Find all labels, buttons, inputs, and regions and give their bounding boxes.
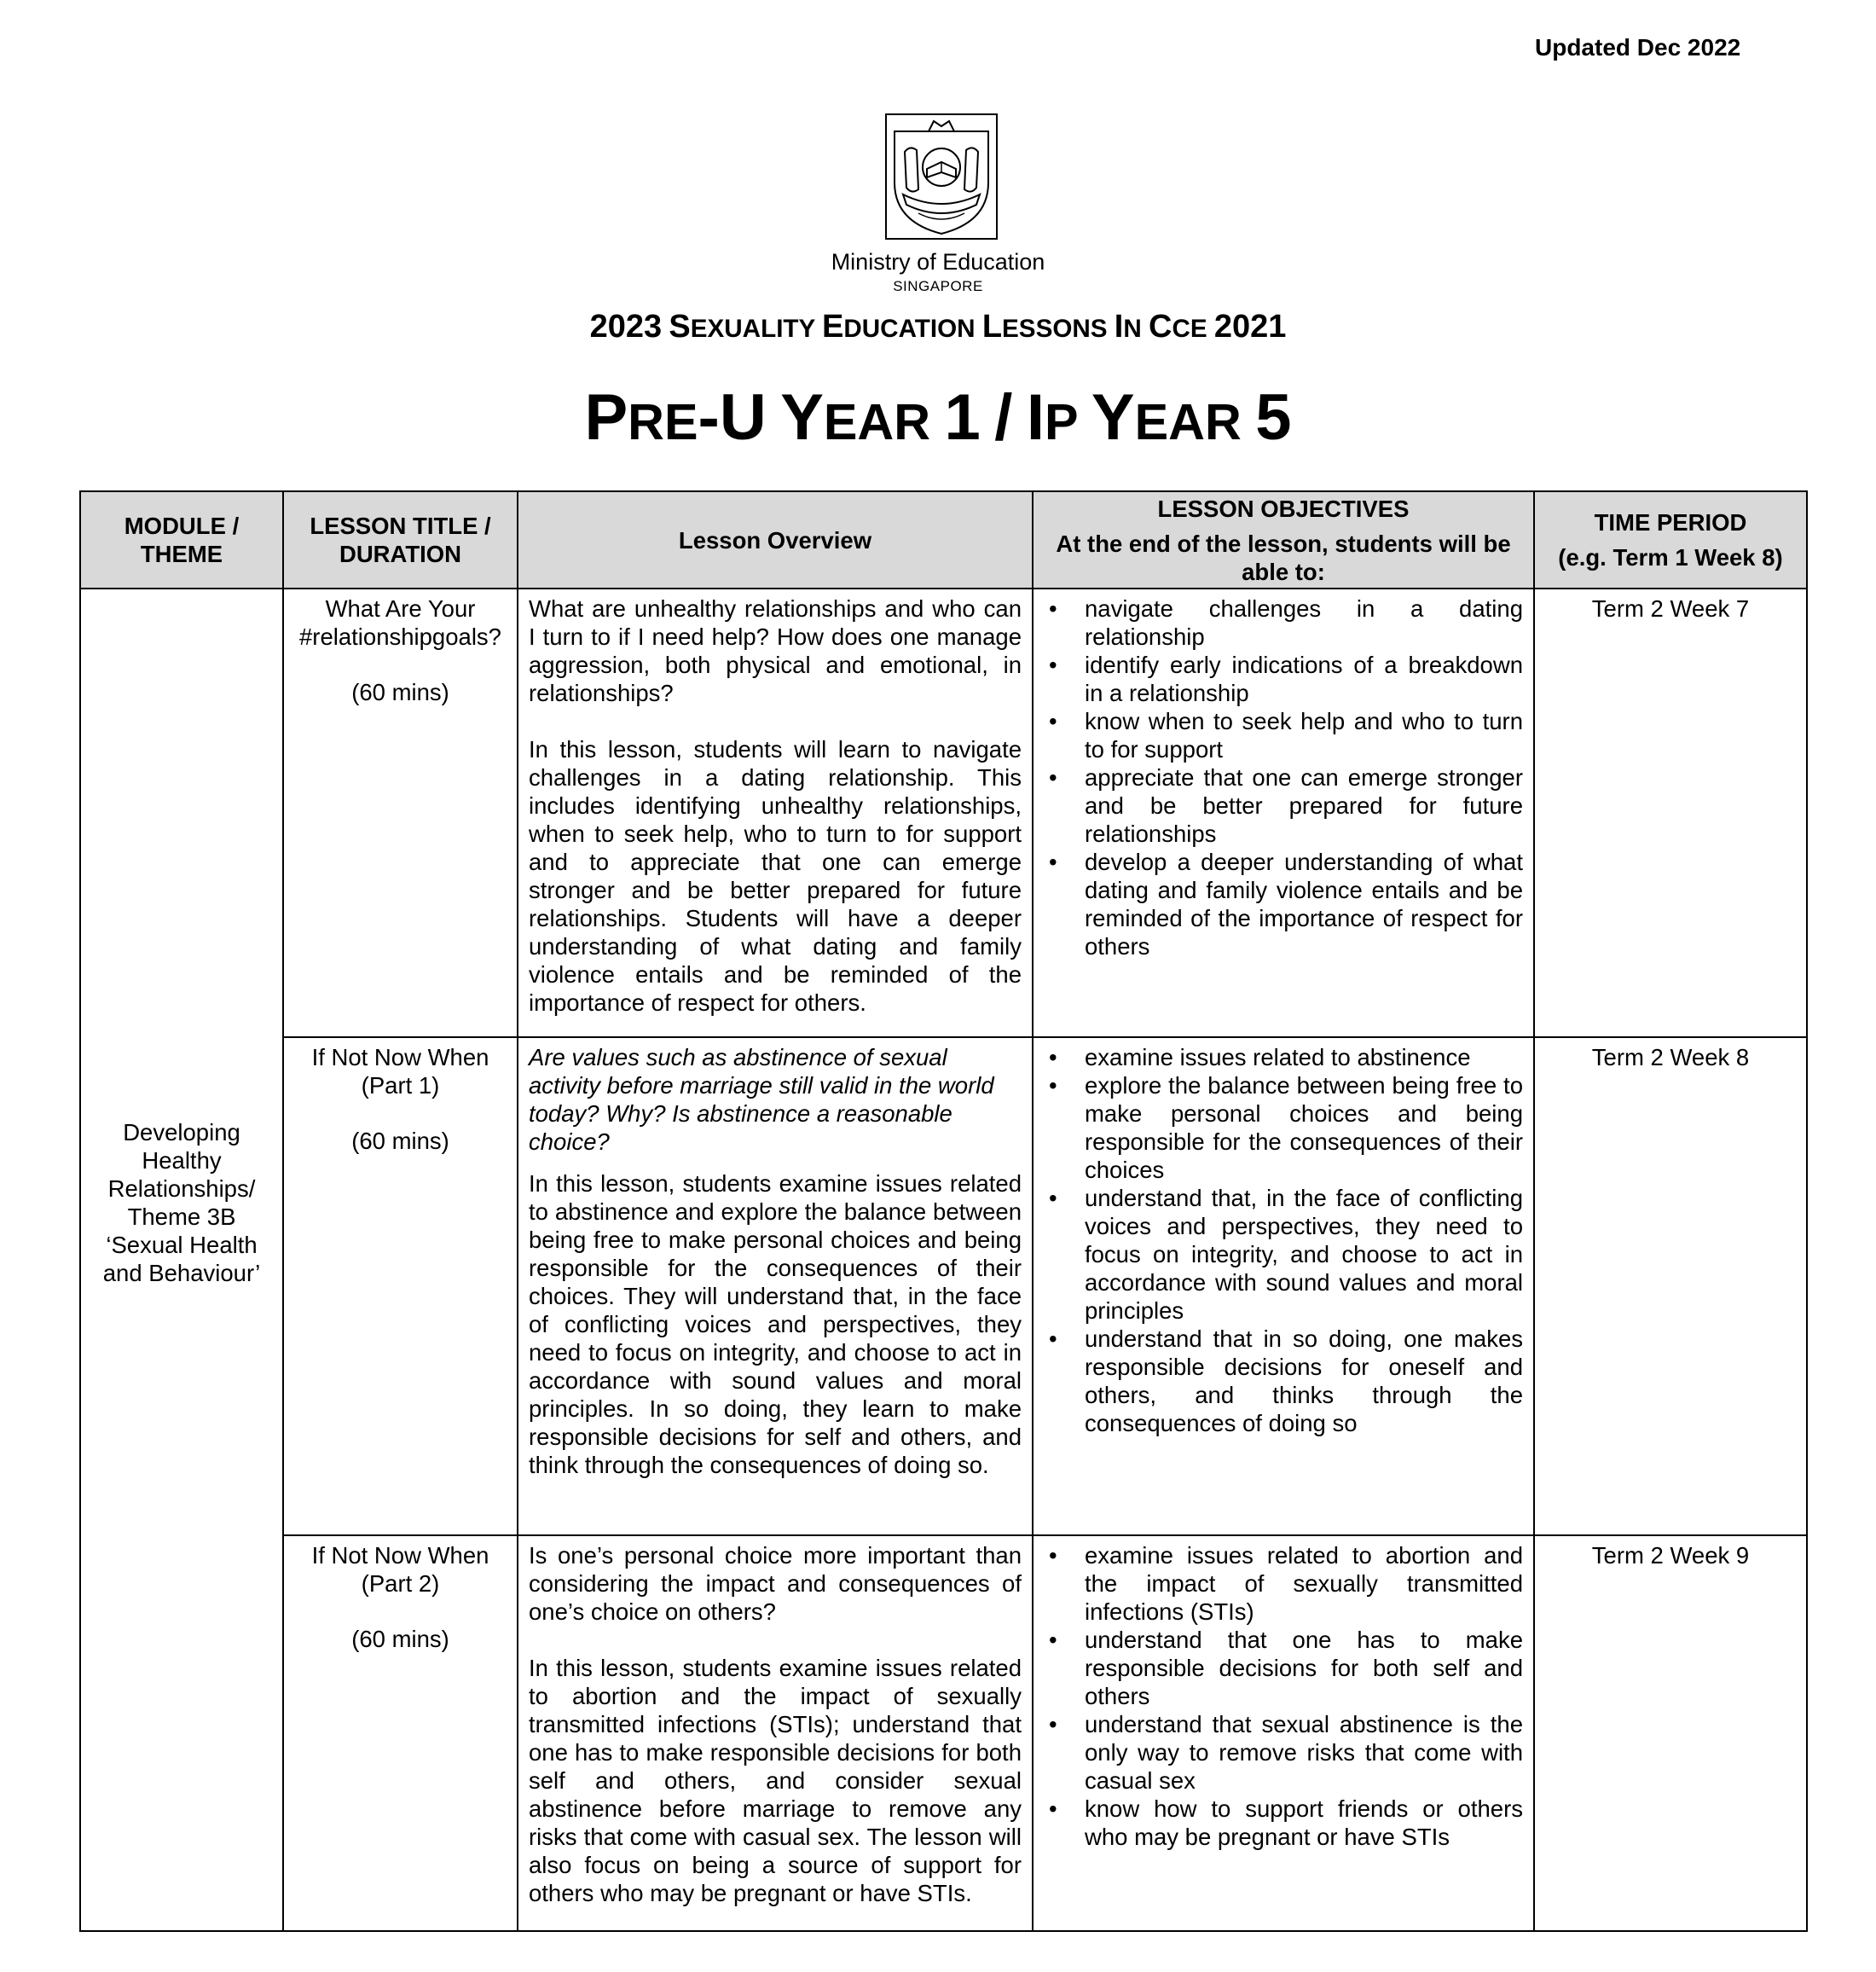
table-row xyxy=(80,1535,1807,1931)
module-theme: Developing Healthy Relationships/ Theme 3B ‘Sexual Health and Behaviour’ xyxy=(102,1119,261,1286)
objective-item: • understand that in so doing, one makes responsible decisions for oneself and others, and thinks through the consequences of doing so xyxy=(1085,1325,1523,1437)
ministry-country: SINGAPORE xyxy=(893,278,983,294)
header-module: MODULE / THEME xyxy=(80,491,283,589)
time-period-cell xyxy=(1534,589,1807,1037)
lesson-overview-cell xyxy=(518,589,1033,1037)
lesson-title: What Are Your #relationshipgoals? xyxy=(299,595,501,650)
overview-question: What are unhealthy relationships and who can I turn to if I need help? How does one manage aggression, both physical and emotional, in relationships? xyxy=(529,595,1022,706)
table-row xyxy=(80,589,1807,1037)
overview-text: In this lesson, students examine issues related to abstinence and explore the balance between being free to make personal choices and being responsible for the consequences of their choices. They will understand that, in the face of conflicting voices and perspectives, they need to focus on integrity, and choose to act in accordance with sound values and moral principles. In so doing, they learn to make responsible decisions for self and others, and think through the consequences of doing so. xyxy=(529,1170,1022,1478)
table-header-row xyxy=(80,491,1807,589)
objectives-list xyxy=(1044,594,1523,960)
header-objectives-sub: At the end of the lesson, students will be able to: xyxy=(1056,530,1511,585)
objective-item: • examine issues related to abortion and the impact of sexually transmitted infections (STIs) xyxy=(1085,1541,1523,1626)
time-period: Term 2 Week 9 xyxy=(1591,1542,1750,1569)
objective-item: • examine issues related to abstinence xyxy=(1085,1043,1523,1071)
objectives-list xyxy=(1044,1043,1523,1437)
header-objectives xyxy=(1033,491,1534,589)
time-period: Term 2 Week 8 xyxy=(1591,1044,1750,1070)
time-period-cell xyxy=(1534,1037,1807,1535)
document-title: PRE-U YEAR 1 / IP YEAR 5 xyxy=(584,381,1292,454)
updated-date: Updated Dec 2022 xyxy=(1535,34,1741,61)
objective-item: • navigate challenges in a dating relationship xyxy=(1085,594,1523,651)
overview-question: Is one’s personal choice more important than considering the impact and consequences of one’s choice on others? xyxy=(529,1542,1022,1625)
objective-item: • explore the balance between being free to make personal choices and being responsible for the consequences of their choices xyxy=(1085,1071,1523,1184)
overview-text: In this lesson, students examine issues related to abortion and the impact of sexually transmitted infections (STIs); understand that one has to make responsible decisions for both self and others, and consider sexual abstinence before marriage to remove any risks that come with casual sex. The lesson will also focus on being a source of support for others who may be pregnant or have STIs. xyxy=(529,1655,1022,1906)
lesson-title-cell xyxy=(283,1037,518,1535)
objective-item: • appreciate that one can emerge stronger and be better prepared for future relationships xyxy=(1085,763,1523,848)
lesson-title-cell xyxy=(283,589,518,1037)
lesson-duration: (60 mins) xyxy=(351,679,449,705)
overview-text: In this lesson, students will learn to navigate challenges in a dating relationship. This includes identifying unhealthy relationships, when to seek help, who to turn to for support and to appreciate that one can emerge stronger and be better prepared for future relationships. Students will have a deeper understanding of what dating and family violence entails and be reminded of the importance of respect for others. xyxy=(529,736,1022,1016)
lesson-objectives-cell xyxy=(1033,589,1534,1037)
header-lesson-title: LESSON TITLE / DURATION xyxy=(283,491,518,589)
lesson-title: If Not Now When (Part 2) xyxy=(311,1542,489,1597)
moe-crest-logo xyxy=(884,113,999,241)
header-time-title: TIME PERIOD xyxy=(1594,509,1747,536)
header-time-period xyxy=(1534,491,1807,589)
time-period: Term 2 Week 7 xyxy=(1591,595,1750,622)
module-theme-cell xyxy=(80,589,283,1931)
objective-item: • identify early indications of a breakdown in a relationship xyxy=(1085,651,1523,707)
lesson-overview-cell xyxy=(518,1037,1033,1535)
header-time-sub: (e.g. Term 1 Week 8) xyxy=(1558,544,1783,571)
objective-item: • know how to support friends or others who may be pregnant or have STIs xyxy=(1085,1795,1523,1851)
objective-item: • understand that one has to make responsible decisions for both self and others xyxy=(1085,1626,1523,1710)
objective-item: • know when to seek help and who to turn to for support xyxy=(1085,707,1523,763)
lesson-title-cell xyxy=(283,1535,518,1931)
objective-item: • understand that sexual abstinence is the only way to remove risks that come with casual sex xyxy=(1085,1710,1523,1795)
overview-question: Are values such as abstinence of sexual activity before marriage still valid in the world today? Why? Is abstinence a reasonable choice? xyxy=(529,1044,994,1155)
objective-item: • understand that, in the face of conflicting voices and perspectives, they need to focus on integrity, and choose to act in accordance with sound values and moral principles xyxy=(1085,1184,1523,1325)
lessons-table xyxy=(79,490,1808,1932)
header-overview: Lesson Overview xyxy=(518,491,1033,589)
ministry-name: Ministry of Education xyxy=(831,249,1045,275)
lesson-duration: (60 mins) xyxy=(351,1128,449,1154)
lesson-duration: (60 mins) xyxy=(351,1626,449,1652)
lesson-objectives-cell xyxy=(1033,1037,1534,1535)
header-objectives-title: LESSON OBJECTIVES xyxy=(1157,495,1410,522)
objectives-list xyxy=(1044,1541,1523,1851)
lesson-title: If Not Now When (Part 1) xyxy=(311,1044,489,1099)
objective-item: • develop a deeper understanding of what dating and family violence entails and be reminded of the importance of respect for others xyxy=(1085,848,1523,960)
table-row xyxy=(80,1037,1807,1535)
lesson-objectives-cell xyxy=(1033,1535,1534,1931)
lesson-overview-cell xyxy=(518,1535,1033,1931)
time-period-cell xyxy=(1534,1535,1807,1931)
document-subtitle: 2023 SEXUALITY EDUCATION LESSONS IN CCE 2021 xyxy=(589,309,1287,345)
